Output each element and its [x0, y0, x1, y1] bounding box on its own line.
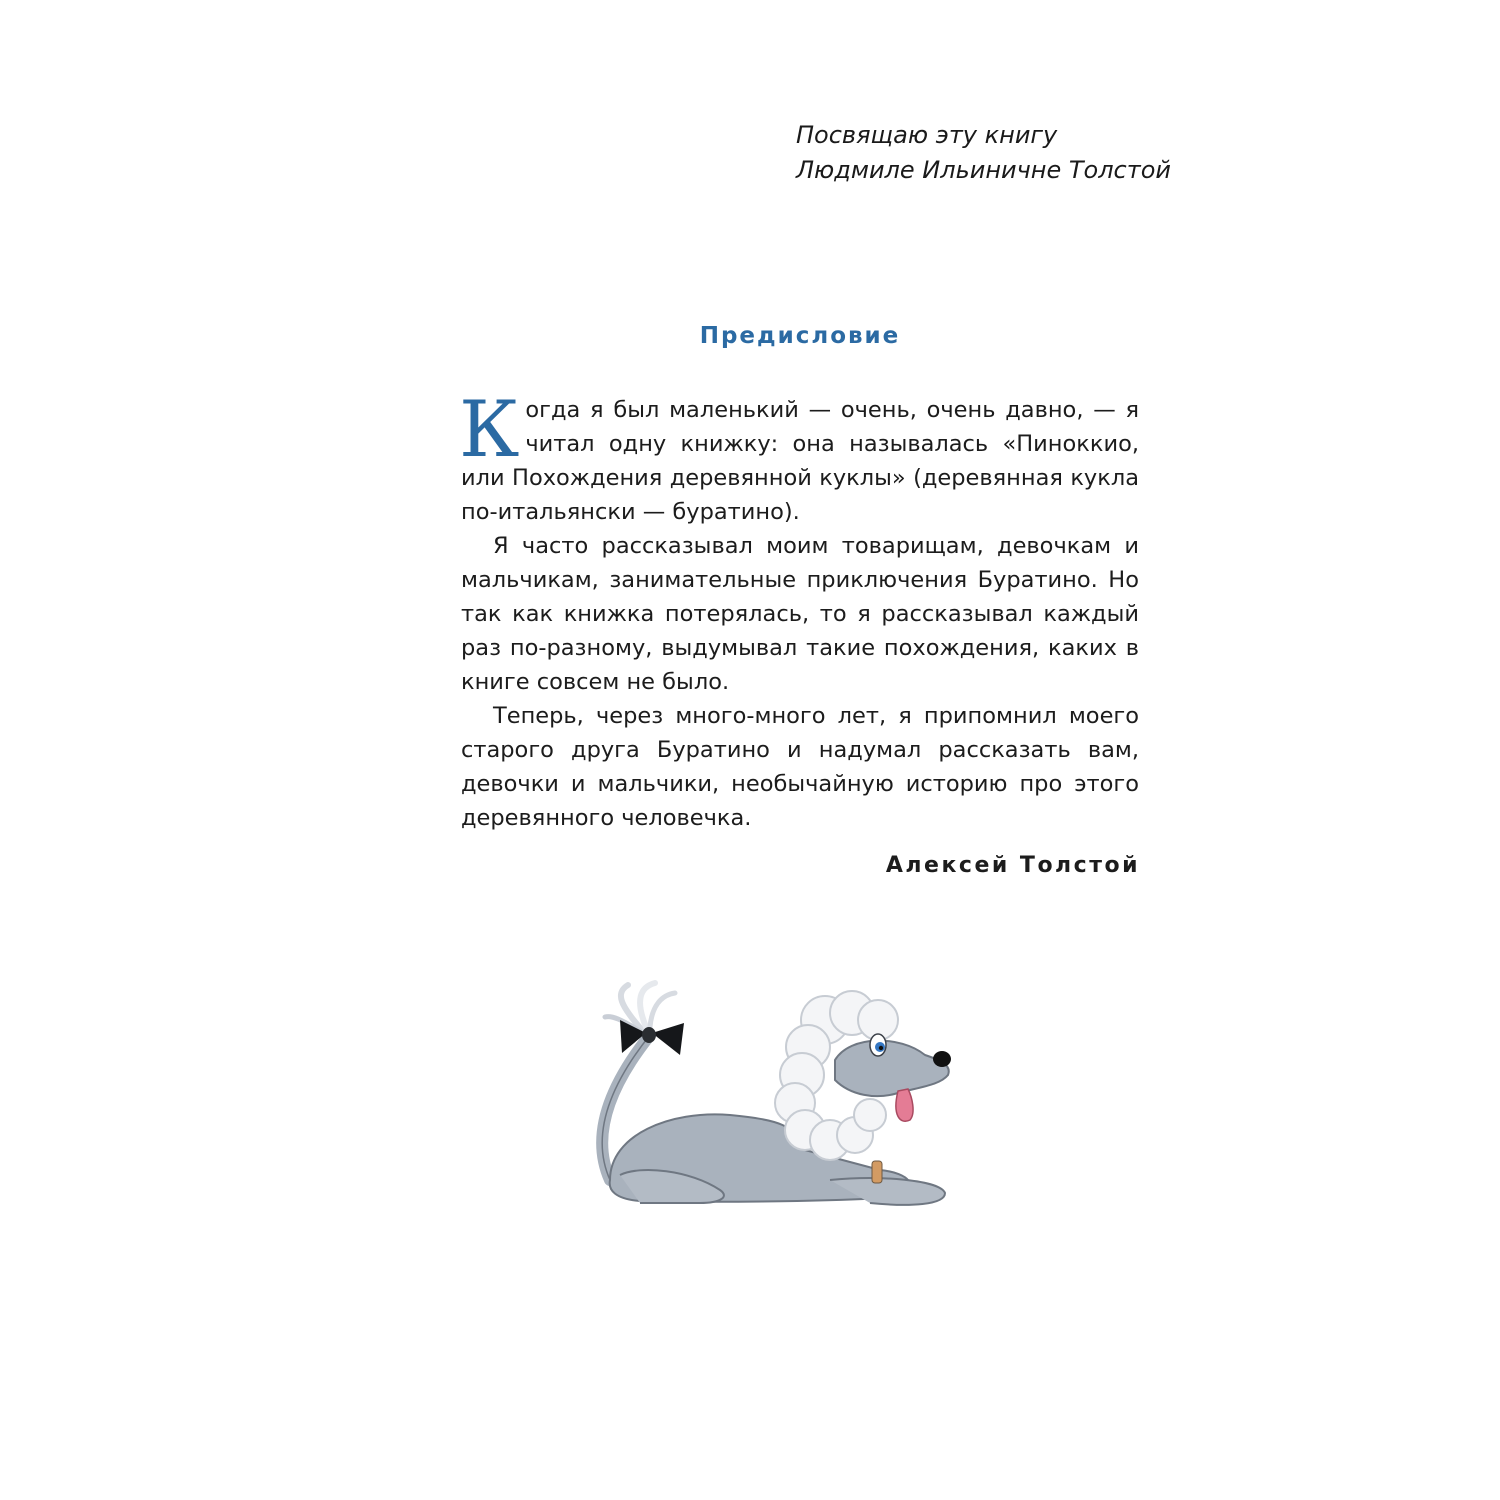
- drop-cap: К: [459, 385, 520, 475]
- poodle-nose: [933, 1051, 951, 1067]
- paragraph-1-text: огда я был маленький — очень, очень давно, — я читал одну книжку: она называлась «Пиноккио, или Похождения деревянной куклы» (деревянная кукла по-итальянски — буратино).: [461, 397, 1139, 525]
- poodle-watch: [872, 1161, 882, 1183]
- poodle-head: [835, 1041, 949, 1097]
- preface-title: Предисловие: [699, 323, 901, 349]
- tail-pompom: [605, 983, 675, 1031]
- paragraph-2: Я часто рассказывал моим товарищам, девочкам и мальчикам, занимательные приключения Буратино. Но так как книжка потерялась, то я рассказывал каждый раз по-разному, выдумывал такие похождения, каких в книге совсем не было.: [461, 533, 1139, 695]
- preface-body: [459, 385, 1139, 835]
- dedication-line-2: Людмиле Ильиничне Толстой: [796, 156, 1172, 184]
- dedication: [796, 118, 1171, 188]
- paragraph-3: Теперь, через много-много лет, я припомнил моего старого друга Буратино и надумал рассказать вам, девочки и мальчики, необычайную историю про этого деревянного человечка.: [461, 703, 1139, 831]
- paragraph-1: [459, 385, 1139, 529]
- poodle-tongue: [896, 1089, 913, 1121]
- author-signature: Алексей Толстой: [885, 853, 1140, 878]
- poodle-illustration-icon: [580, 975, 960, 1220]
- dedication-line-1: Посвящаю эту книгу: [796, 121, 1058, 149]
